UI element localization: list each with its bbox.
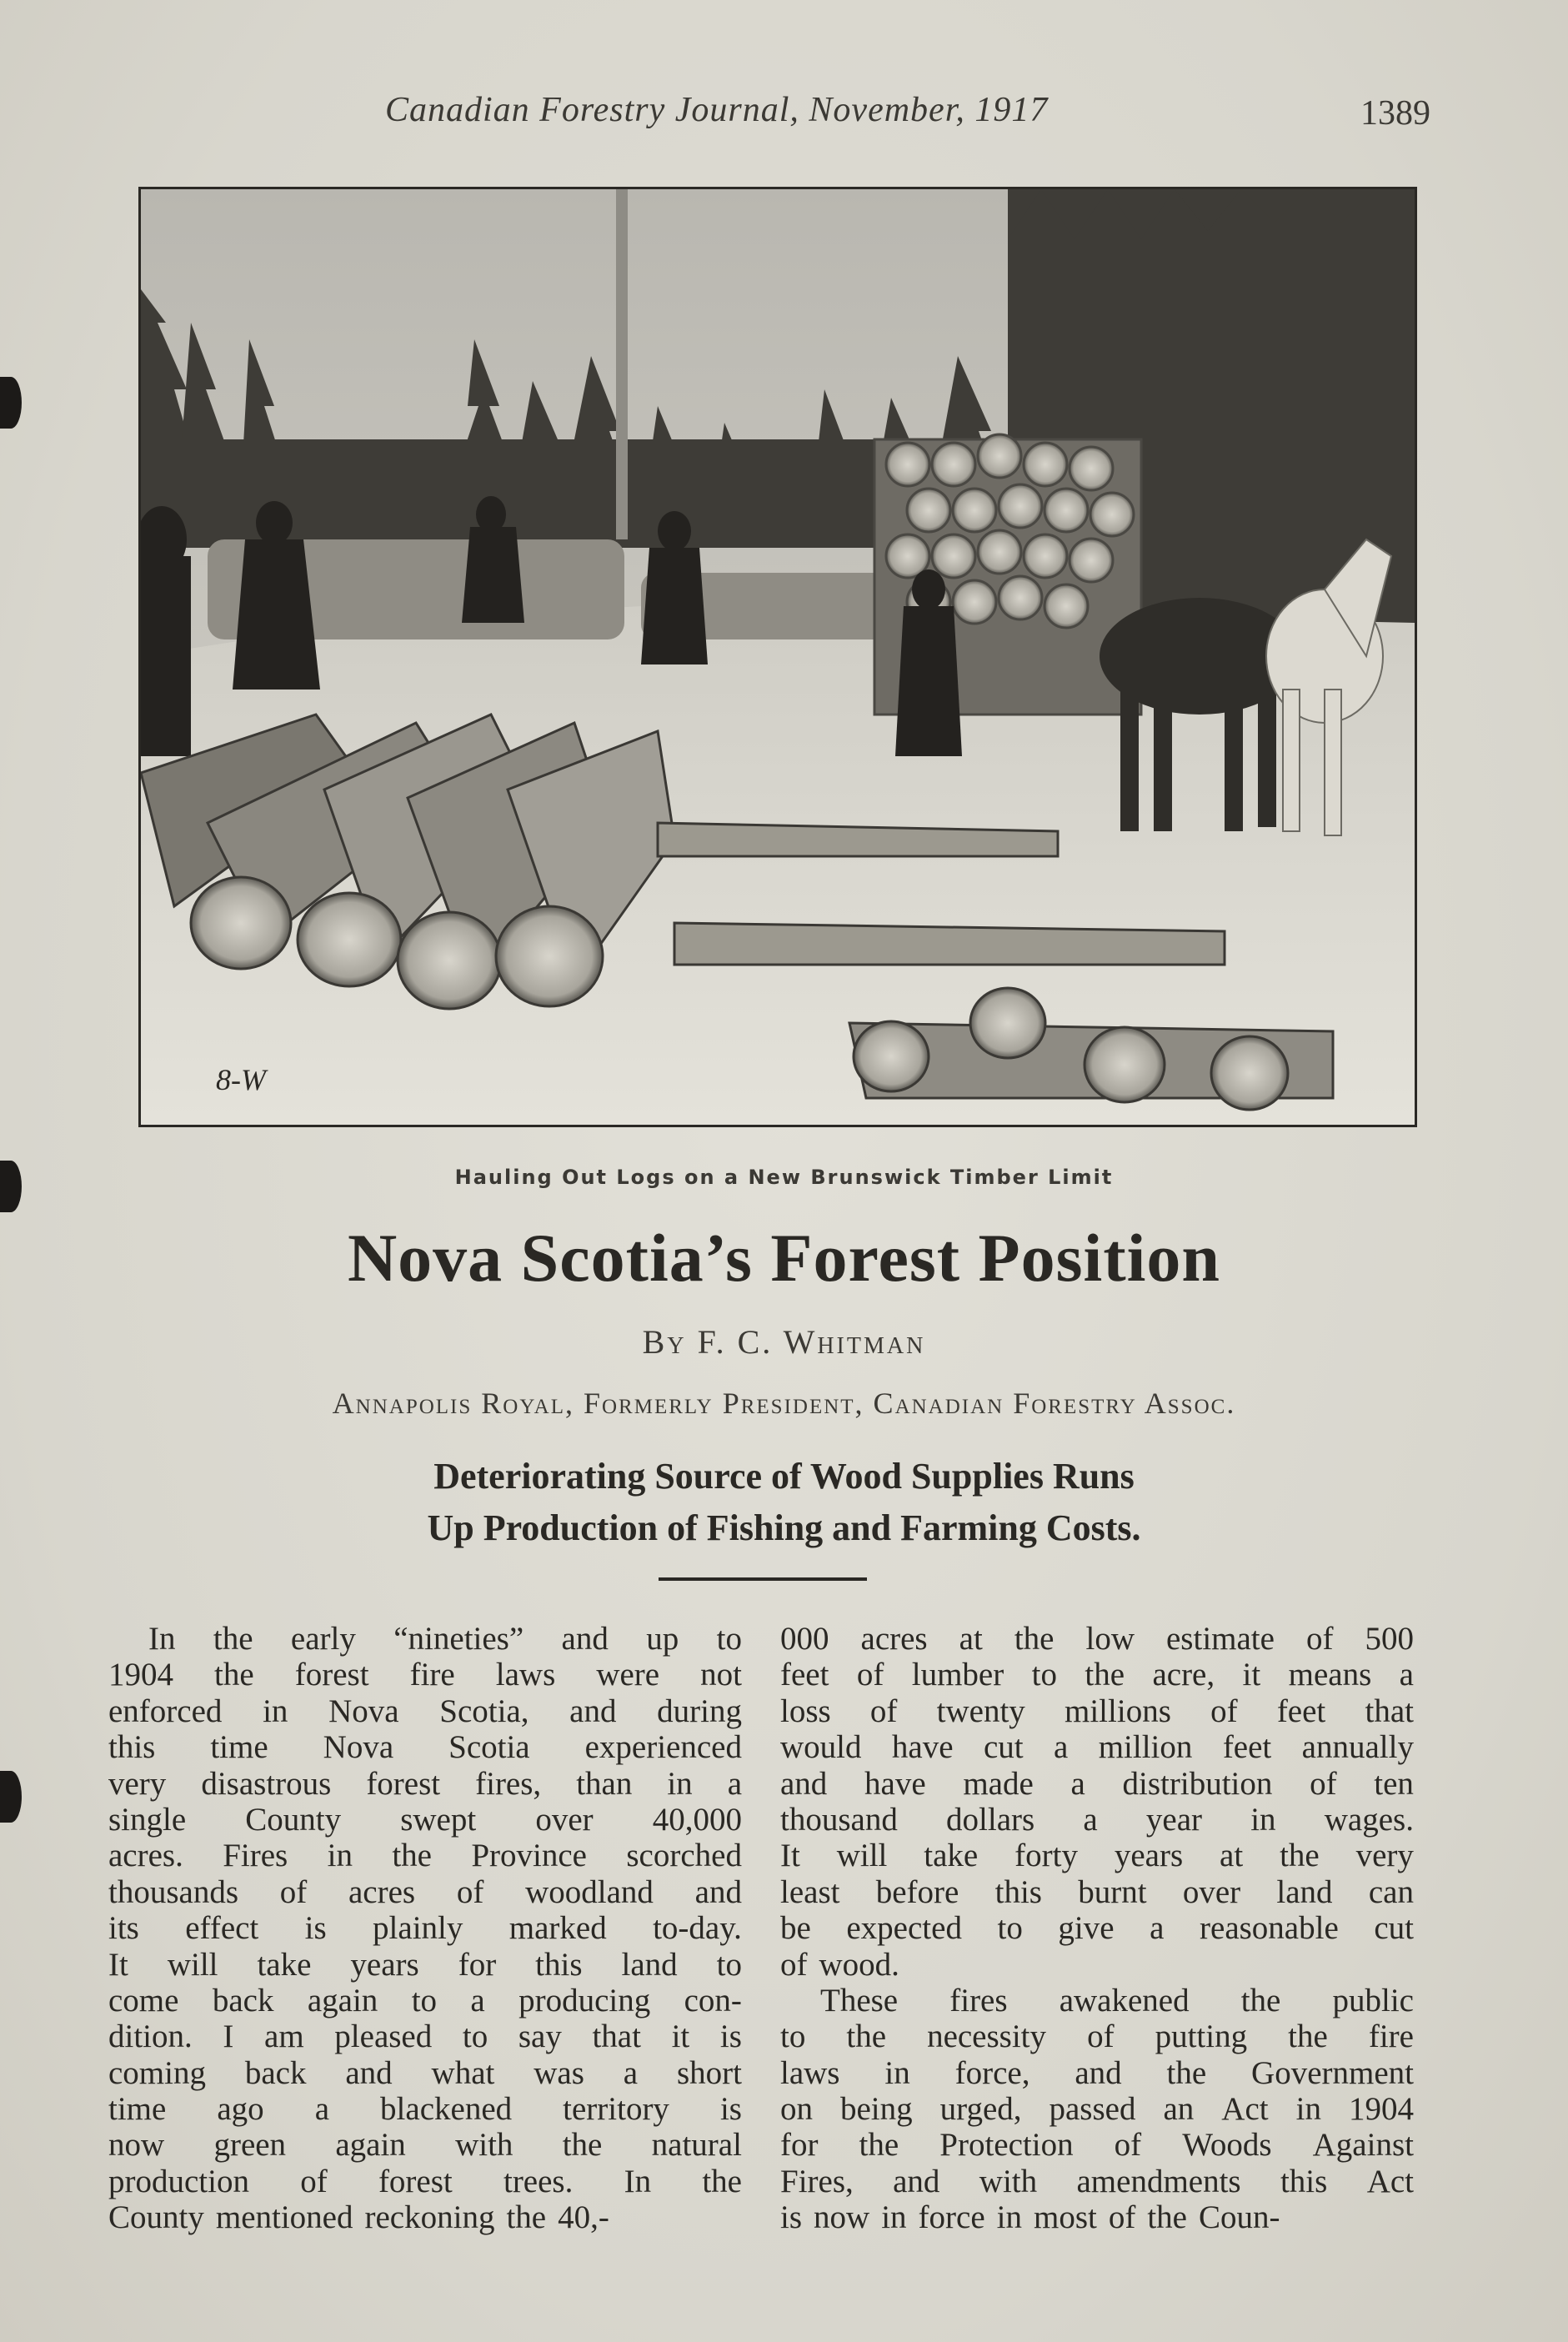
word: is: [719, 2091, 742, 2128]
text-line: [780, 1657, 1414, 1693]
word: Woods: [1182, 2127, 1272, 2164]
word: fire: [1368, 2019, 1414, 2055]
word: the: [213, 1621, 253, 1657]
word: distribution: [1122, 1765, 1273, 1802]
word: in: [996, 2199, 1022, 2236]
article-byline: By F. C. Whitman: [642, 1323, 926, 1361]
text-line: [108, 1693, 742, 1729]
word: time: [210, 1729, 268, 1766]
word: dition.: [108, 2019, 193, 2055]
word: reckoning: [364, 2199, 495, 2236]
word: with: [455, 2127, 513, 2164]
word: a: [314, 2091, 330, 2128]
text-line: [780, 2091, 1414, 2127]
word: annually: [1301, 1729, 1414, 1766]
word: back: [244, 2054, 307, 2091]
word: made: [963, 1765, 1034, 1802]
word: of: [300, 2163, 328, 2199]
word: years: [350, 1946, 419, 1983]
word: come: [108, 1982, 179, 2019]
word: mentioned: [215, 2199, 353, 2236]
word: most: [1033, 2199, 1097, 2236]
word: take: [257, 1946, 312, 1983]
word: scorched: [626, 1838, 742, 1874]
word: burnt: [1078, 1873, 1147, 1910]
word: the: [702, 2163, 742, 2199]
word: early: [290, 1621, 356, 1657]
running-header: Canadian Forestry Journal, November, 1917: [385, 91, 1049, 129]
text-line: [780, 1802, 1414, 1838]
text-line: [108, 1874, 742, 1910]
word: a: [1070, 1765, 1085, 1802]
word: am: [264, 2019, 304, 2055]
word: It: [780, 1838, 800, 1874]
word: that: [592, 2019, 641, 2055]
word: million: [1098, 1729, 1193, 1766]
binding-hole: [0, 1771, 22, 1823]
word: wood.: [819, 1946, 899, 1983]
word: in: [881, 2199, 907, 2236]
text-line: [780, 1874, 1414, 1910]
text-line: [108, 1802, 742, 1838]
word: laws: [780, 2054, 840, 2091]
text-line: [108, 2164, 742, 2199]
word: very: [1355, 1838, 1414, 1874]
word: is: [304, 1910, 327, 1947]
word: territory: [563, 2091, 669, 2128]
word: and: [561, 1621, 609, 1657]
word: production: [108, 2163, 249, 2199]
word: single: [108, 1801, 187, 1838]
word: of: [1114, 2127, 1142, 2164]
word: 1904: [1348, 2091, 1414, 2128]
word: Act: [1221, 2091, 1269, 2128]
word: will: [836, 1838, 888, 1874]
word: the: [1014, 1621, 1055, 1657]
word: reasonable: [1200, 1910, 1339, 1947]
word: was: [534, 2054, 584, 2091]
word: feet: [780, 1657, 829, 1693]
word: can: [1368, 1873, 1414, 1910]
word: to: [411, 1982, 438, 2019]
word: acres.: [108, 1838, 183, 1874]
binding-hole: [0, 377, 22, 429]
word: it: [1242, 1657, 1261, 1693]
word: In: [148, 1621, 176, 1657]
text-line: [108, 2199, 742, 2235]
word: time: [108, 2091, 167, 2128]
word: now: [108, 2127, 165, 2164]
text-line: [108, 1766, 742, 1802]
word: for: [780, 2127, 819, 2164]
page-number: 1389: [1360, 94, 1430, 133]
word: in: [1250, 1801, 1276, 1838]
article-subtitle: [0, 1451, 1568, 1554]
text-line: [780, 1910, 1414, 1946]
word: what: [431, 2054, 495, 2091]
word: with: [979, 2163, 1038, 2199]
text-line: [108, 1621, 742, 1657]
word: than: [576, 1765, 633, 1802]
word: and: [694, 1873, 742, 1910]
word: fire: [409, 1657, 455, 1693]
word: at: [959, 1621, 983, 1657]
word: cut: [1374, 1910, 1414, 1947]
word: is: [780, 2199, 803, 2236]
word: forty: [1014, 1838, 1078, 1874]
word: to: [462, 2019, 488, 2055]
word: and: [893, 2163, 940, 2199]
left-column: [108, 1621, 742, 2236]
word: on: [780, 2091, 813, 2128]
word: County: [245, 1801, 342, 1838]
word: the: [859, 2127, 899, 2164]
word: of: [1210, 1693, 1238, 1729]
word: 40,-: [558, 2199, 609, 2236]
word: loss: [780, 1693, 831, 1729]
word: in: [884, 2054, 910, 2091]
word: of: [869, 1693, 898, 1729]
word: plainly: [373, 1910, 463, 1947]
word: and: [345, 2054, 393, 2091]
word: the: [506, 2199, 547, 2236]
photo-caption: Hauling Out Logs on a New Brunswick Timber Limit: [454, 1166, 1114, 1189]
word: thousand: [780, 1801, 898, 1838]
text-line: [780, 2199, 1414, 2235]
word: enforced: [108, 1693, 223, 1729]
right-column: [780, 1621, 1414, 2236]
word: this: [994, 1873, 1042, 1910]
word: thousands: [108, 1873, 238, 1910]
word: is: [719, 2019, 742, 2055]
word: effect: [185, 1910, 259, 1947]
word: again: [307, 1982, 378, 2019]
word: the: [562, 2127, 603, 2164]
text-line: [108, 1947, 742, 1983]
word: land: [621, 1946, 678, 1983]
word: of: [279, 1873, 308, 1910]
word: blackened: [380, 2091, 513, 2128]
word: be: [780, 1910, 811, 1947]
word: County: [108, 2199, 204, 2236]
word: putting: [1155, 2019, 1248, 2055]
word: cut: [983, 1729, 1024, 1766]
word: to: [997, 1910, 1023, 1947]
word: the: [392, 1838, 432, 1874]
text-line: [108, 1838, 742, 1873]
word: of: [1305, 1621, 1334, 1657]
word: now: [814, 2199, 870, 2236]
word: to: [1031, 1657, 1057, 1693]
text-line: [780, 1947, 1414, 1983]
word: 40,000: [652, 1801, 742, 1838]
word: this: [1280, 2163, 1328, 2199]
word: in: [1295, 2091, 1321, 2128]
word: forest: [294, 1657, 369, 1693]
text-line: [108, 1657, 742, 1693]
word: the: [1280, 1838, 1320, 1874]
word: back: [212, 1982, 274, 2019]
text-line: [780, 2164, 1414, 2199]
word: estimate: [1166, 1621, 1275, 1657]
word: over: [1182, 1873, 1241, 1910]
word: feet: [1222, 1729, 1272, 1766]
word: I: [223, 2019, 234, 2055]
text-line: [108, 2127, 742, 2163]
word: the: [214, 1657, 254, 1693]
word: a: [1399, 1657, 1414, 1693]
word: Act: [1366, 2163, 1414, 2199]
word: force: [918, 2199, 985, 2236]
word: ago: [217, 2091, 264, 2128]
word: passed: [1049, 2091, 1136, 2128]
word: amendments: [1076, 2163, 1241, 2199]
photograph: [138, 187, 1417, 1127]
word: natural: [651, 2127, 742, 2164]
word: force,: [954, 2054, 1030, 2091]
word: “nineties”: [393, 1621, 524, 1657]
text-line: [780, 1729, 1414, 1765]
word: and: [1075, 2054, 1122, 2091]
word: acres: [348, 1873, 416, 1910]
word: It: [108, 1946, 128, 1983]
text-line: [780, 1983, 1414, 2019]
word: a: [470, 1982, 485, 2019]
word: to-day.: [653, 1910, 742, 1947]
text-line: [780, 1838, 1414, 1873]
subtitle-line: Deteriorating Source of Wood Supplies Runs: [433, 1456, 1135, 1497]
word: year: [1145, 1801, 1203, 1838]
text-line: [108, 1983, 742, 2019]
word: Against: [1312, 2127, 1414, 2164]
word: experienced: [584, 1729, 742, 1766]
word: a: [1150, 1910, 1165, 1947]
word: years: [1114, 1838, 1184, 1874]
word: urged,: [939, 2091, 1022, 2128]
text-line: [108, 2055, 742, 2091]
word: the: [846, 2019, 887, 2055]
word: Protection: [939, 2127, 1074, 2164]
word: have: [864, 1765, 926, 1802]
word: Fires: [223, 1838, 288, 1874]
word: the: [1085, 1657, 1125, 1693]
word: and: [569, 1693, 617, 1729]
word: to: [780, 2019, 806, 2055]
word: that: [1365, 1693, 1414, 1729]
text-line: [108, 2091, 742, 2127]
word: its: [108, 1910, 139, 1947]
word: to: [716, 1621, 742, 1657]
word: laws: [495, 1657, 556, 1693]
subtitle-line: Up Production of Fishing and Farming Costs.: [427, 1507, 1141, 1548]
word: it: [671, 2019, 690, 2055]
word: marked: [508, 1910, 607, 1947]
word: give: [1058, 1910, 1115, 1947]
word: woodland: [525, 1873, 654, 1910]
word: will: [167, 1946, 218, 1983]
word: public: [1332, 1982, 1414, 2019]
word: 1904: [108, 1657, 173, 1693]
word: forest: [366, 1765, 441, 1802]
article-title: Nova Scotia’s Forest Position: [347, 1220, 1221, 1296]
word: pleased: [334, 2019, 433, 2055]
word: fires,: [475, 1765, 542, 1802]
word: forest: [378, 2163, 453, 2199]
word: twenty: [936, 1693, 1025, 1729]
word: very: [108, 1765, 167, 1802]
text-line: [780, 1766, 1414, 1802]
word: acre,: [1152, 1657, 1215, 1693]
word: means: [1288, 1657, 1372, 1693]
text-line: [108, 1729, 742, 1765]
word: up: [646, 1621, 679, 1657]
word: the: [1240, 1982, 1281, 2019]
text-line: [780, 2127, 1414, 2163]
word: Scotia,: [439, 1693, 529, 1729]
word: con-: [684, 1982, 742, 2019]
word: for: [458, 1946, 497, 1983]
word: of: [1087, 2019, 1115, 2055]
word: of: [456, 1873, 484, 1910]
word: fires: [949, 1982, 1008, 2019]
word: Province: [471, 1838, 587, 1874]
word: of: [780, 1946, 808, 1983]
word: say: [518, 2019, 562, 2055]
word: awakened: [1059, 1982, 1190, 2019]
word: and: [780, 1765, 828, 1802]
divider-rule: [659, 1577, 867, 1581]
word: land: [1276, 1873, 1333, 1910]
word: a: [1083, 1801, 1098, 1838]
word: an: [1163, 2091, 1195, 2128]
word: millions: [1065, 1693, 1171, 1729]
word: Nova: [323, 1729, 394, 1766]
photo-corner-mark: 8-W: [216, 1063, 266, 1096]
word: necessity: [927, 2019, 1047, 2055]
word: of: [1310, 1765, 1337, 1802]
word: a: [623, 2054, 639, 2091]
word: coming: [108, 2054, 206, 2091]
word: swept: [400, 1801, 477, 1838]
word: in: [667, 1765, 693, 1802]
text-line: [108, 2019, 742, 2054]
word: again: [335, 2127, 406, 2164]
word: In: [624, 2163, 652, 2199]
word: this: [535, 1946, 583, 1983]
word: 500: [1365, 1621, 1414, 1657]
word: acres: [860, 1621, 928, 1657]
word: feet: [1276, 1693, 1326, 1729]
word: have: [891, 1729, 954, 1766]
logging-photo-illustration: [141, 189, 1415, 1125]
word: least: [780, 1873, 840, 1910]
text-line: [780, 2019, 1414, 2054]
word: not: [700, 1657, 742, 1693]
word: the: [1288, 2019, 1328, 2055]
author-affiliation: Annapolis Royal, Formerly President, Canadian Forestry Assoc.: [332, 1387, 1236, 1420]
word: over: [535, 1801, 594, 1838]
word: These: [820, 1982, 899, 2019]
word: during: [657, 1693, 742, 1729]
word: this: [108, 1729, 156, 1766]
word: Government: [1251, 2054, 1414, 2091]
word: producing: [518, 1982, 651, 2019]
word: to: [716, 1946, 742, 1983]
word: were: [596, 1657, 660, 1693]
word: lumber: [911, 1657, 1004, 1693]
word: of: [856, 1657, 884, 1693]
word: Fires,: [780, 2163, 854, 2199]
word: in: [263, 1693, 288, 1729]
word: of: [1108, 2199, 1136, 2236]
word: in: [327, 1838, 353, 1874]
text-line: [780, 2055, 1414, 2091]
word: disastrous: [201, 1765, 332, 1802]
word: being: [840, 2091, 913, 2128]
word: 000: [780, 1621, 829, 1657]
word: the: [1147, 2199, 1187, 2236]
word: would: [780, 1729, 862, 1766]
word: the: [1166, 2054, 1207, 2091]
word: green: [213, 2127, 287, 2164]
text-line: [108, 1910, 742, 1946]
word: Scotia: [448, 1729, 530, 1766]
word: ten: [1374, 1765, 1414, 1802]
word: before: [875, 1873, 959, 1910]
word: a: [1054, 1729, 1069, 1766]
word: take: [924, 1838, 979, 1874]
word: trees.: [503, 2163, 574, 2199]
word: dollars: [946, 1801, 1035, 1838]
word: Nova: [328, 1693, 399, 1729]
word: a: [727, 1765, 742, 1802]
text-line: [780, 1693, 1414, 1729]
word: at: [1220, 1838, 1244, 1874]
word: wages.: [1324, 1801, 1414, 1838]
word: Coun-: [1199, 2199, 1280, 2236]
word: short: [676, 2054, 742, 2091]
word: expected: [846, 1910, 962, 1947]
text-line: [780, 1621, 1414, 1657]
word: low: [1085, 1621, 1135, 1657]
